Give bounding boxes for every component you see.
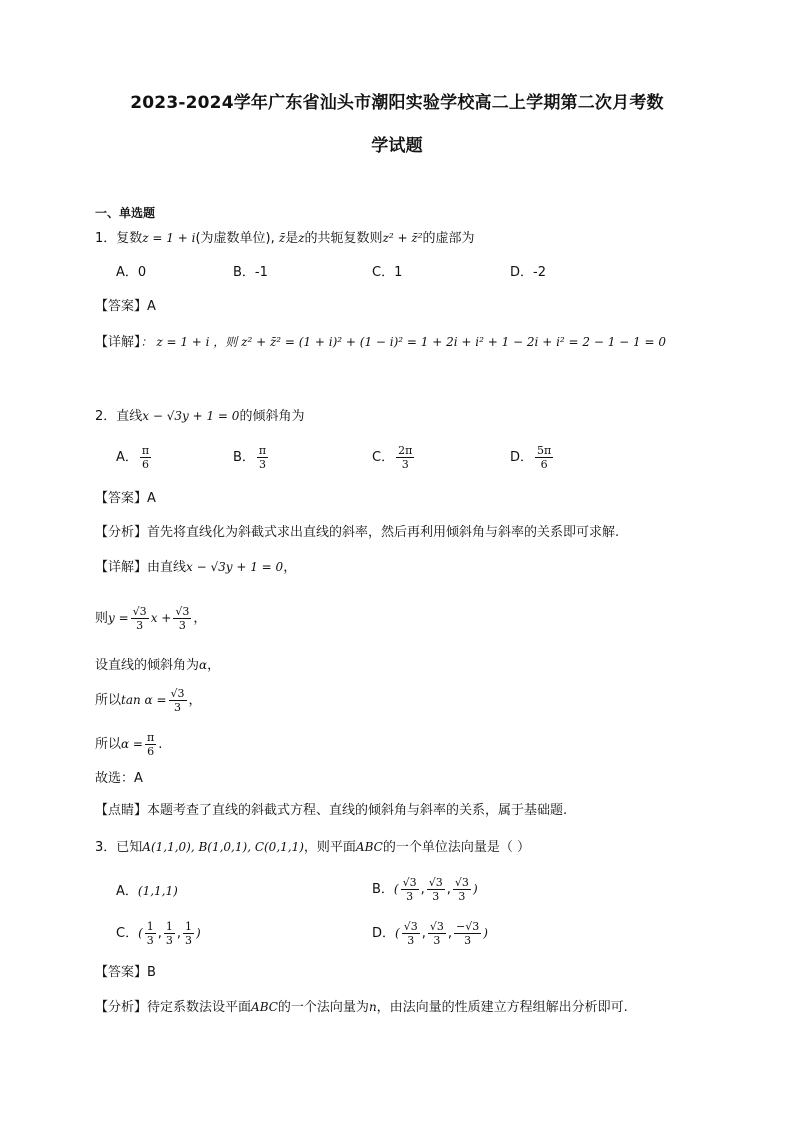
q2-step3-den: 3: [174, 701, 182, 714]
q2-step1-num2: √3: [175, 605, 190, 618]
q2-option-c-label: C．: [372, 450, 395, 465]
q2-option-b-label: B．: [233, 450, 255, 465]
q2-step3-num: √3: [170, 687, 185, 700]
q3-b-frac2: [427, 876, 445, 903]
q2-step4-tail: .: [158, 737, 163, 752]
q2-step1-num1: √3: [132, 605, 147, 618]
q1-option-b: B．-1: [233, 265, 268, 280]
q2-suffix: 的倾斜角为: [239, 409, 305, 424]
q3-option-a: [116, 882, 178, 901]
q2-comment-text: 本题考查了直线的斜截式方程、直线的倾斜角与斜率的关系，属于基础题.: [147, 803, 568, 818]
q3-c-den3: 3: [185, 934, 193, 947]
q1-option-a: A．0: [116, 265, 147, 280]
q2-step1-x: x +: [150, 611, 172, 625]
q3-b-den2: 3: [432, 890, 440, 903]
q2-step3-frac: [169, 687, 187, 714]
q1-prefix: 1．复数: [95, 231, 143, 246]
q2-a-den: 6: [142, 458, 150, 471]
q3-option-b-label: B．: [372, 882, 394, 897]
q2-step4-expr: α =: [121, 737, 143, 751]
q2-option-c-frac: [396, 444, 414, 471]
q1-detail: [95, 333, 666, 352]
q2-option-b: [233, 444, 270, 471]
q2-step3-tail: ，: [188, 693, 202, 708]
q2-step4-num: π: [147, 731, 155, 744]
q2-d-den: 6: [540, 458, 548, 471]
q2-answer: 【答案】A: [95, 491, 156, 506]
q3-d-rparen: ): [483, 926, 488, 940]
q3-c-comma2: ,: [176, 926, 182, 941]
q2-option-a-frac: [140, 444, 151, 471]
q1-expr: z = 1 + i: [142, 231, 196, 245]
q2-option-d: [510, 444, 555, 471]
q2-c-den: 3: [401, 458, 409, 471]
q2-b-num: π: [258, 444, 267, 457]
q3-c-frac3: [183, 920, 194, 947]
q2-analysis-tag: 【分析】: [95, 525, 148, 540]
q2-option-a: [116, 444, 153, 471]
q3-c-comma1: ,: [157, 926, 162, 941]
q2-detail-tag: 【详解】: [95, 560, 148, 575]
q1-answer: 【答案】A: [95, 299, 156, 314]
q2-step4-prefix: 所以: [95, 737, 122, 752]
q3-c-num1: 1: [146, 920, 154, 933]
q3-d-den3: 3: [464, 934, 472, 947]
q3-analysis-text3: ，由法向量的性质建立方程组解出分析即可.: [376, 1000, 628, 1015]
q3-b-comma1: ,: [420, 882, 425, 897]
q1-mid: (为虚数单位),: [195, 231, 275, 246]
q2-step-2: [95, 656, 220, 675]
q2-step4-frac: [145, 731, 156, 758]
q2-expr: x − √3y + 1 = 0: [142, 409, 240, 423]
document-title-line1: 2023-2024学年广东省汕头市潮阳实验学校高二上学期第二次月考数: [130, 93, 664, 113]
q2-a-num: π: [141, 444, 150, 457]
q3-d-num2: √3: [429, 920, 444, 933]
q3-d-num1: √3: [403, 920, 418, 933]
q3-b-frac1: [401, 876, 419, 903]
q3-d-frac3: [454, 920, 481, 947]
q2-detail-tail: ，: [283, 560, 297, 575]
q3-c-den2: 3: [165, 934, 173, 947]
q3-c-frac1: [145, 920, 156, 947]
q2-step3-prefix: 所以: [95, 693, 122, 708]
q3-c-lparen: (: [138, 926, 143, 940]
q3-b-rparen: ): [472, 882, 478, 896]
q3-d-lparen: (: [395, 926, 400, 940]
q2-analysis: [95, 524, 619, 542]
question-3-stem: [95, 838, 530, 857]
q3-analysis-abc: ABC: [251, 1000, 278, 1014]
q1-option-c: C．1: [372, 265, 403, 280]
q3-mid: ，则平面: [303, 840, 356, 855]
q2-step1-frac1: [131, 605, 149, 632]
q3-d-den2: 3: [433, 934, 441, 947]
section-heading: 一、单选题: [95, 206, 156, 220]
q3-analysis-text2: 的一个法向量为: [277, 1000, 369, 1015]
q2-option-a-label: A．: [116, 450, 138, 465]
q2-comment: [95, 802, 567, 820]
q3-suffix: 的一个单位法向量是（ ）: [382, 840, 530, 855]
q2-step1-y: y =: [108, 611, 129, 625]
document-title-line2: 学试题: [371, 136, 423, 156]
q3-b-frac3: [453, 876, 471, 903]
q3-abc: ABC: [355, 840, 383, 854]
question-1-stem: [95, 229, 475, 248]
q2-detail: [95, 558, 296, 577]
q3-d-frac1: [402, 920, 420, 947]
q3-b-lparen: (: [393, 882, 399, 896]
q1-suffix: 的虚部为: [422, 231, 475, 246]
q2-step-3: [95, 686, 202, 715]
q2-option-d-label: D．: [510, 450, 534, 465]
q1-option-d: D．-2: [510, 265, 546, 280]
q2-step2-tail: ，: [207, 658, 221, 673]
q1-mid3: 的共轭复数则: [304, 231, 383, 246]
q2-detail-expr: x − √3y + 1 = 0: [186, 560, 284, 574]
q3-b-den1: 3: [406, 890, 414, 903]
q2-step-4: [95, 730, 162, 759]
q2-step1-den1: 3: [136, 619, 144, 632]
q3-d-den1: 3: [407, 934, 415, 947]
q2-c-num: 2π: [398, 444, 413, 457]
q3-c-rparen: ): [196, 926, 201, 940]
q3-option-a-expr: (1,1,1): [137, 884, 178, 898]
q2-option-d-frac: [535, 444, 553, 471]
q3-expr: A(1,1,0), B(1,0,1), C(0,1,1): [142, 840, 304, 854]
q1-expr2: z² + z̄²: [382, 231, 423, 245]
q3-c-num3: 1: [185, 920, 193, 933]
q2-step3-expr: tan α =: [121, 693, 167, 707]
q3-b-comma2: ,: [446, 882, 451, 897]
q2-option-b-frac: [257, 444, 268, 471]
q3-b-den3: 3: [458, 890, 466, 903]
q2-choose: 故选：A: [95, 771, 143, 786]
q3-d-comma1: ,: [421, 926, 426, 941]
q3-answer: 【答案】B: [95, 965, 156, 980]
q3-analysis-text: 待定系数法设平面: [147, 1000, 252, 1015]
q2-step1-den2: 3: [178, 619, 186, 632]
q2-step1-frac2: [173, 605, 191, 632]
question-2-stem: [95, 407, 304, 426]
q3-analysis: [95, 998, 628, 1017]
q2-comment-tag: 【点睛】: [95, 803, 148, 818]
q3-b-num2: √3: [428, 876, 443, 889]
q3-d-num3: −√3: [456, 920, 480, 933]
q3-prefix: 3．已知: [95, 840, 143, 855]
q2-step2-text: 设直线的倾斜角为: [95, 658, 200, 673]
q2-step-1: [95, 604, 206, 633]
q2-step1-prefix: 则: [95, 611, 109, 626]
q2-detail-text: 由直线: [147, 560, 187, 575]
q3-option-a-label: A．: [116, 884, 138, 899]
q2-step2-alpha: α: [199, 658, 208, 672]
q1-detail-text: ： z = 1 + i ，则 z² + z̄² = (1 + i)² + (1 − i)² = 1 + 2i + i² + 1 − 2i + i² = 2 − 1 − 1 = 0: [140, 335, 666, 349]
q1-mid2: 是: [285, 231, 299, 246]
q3-analysis-n: n: [368, 1000, 377, 1014]
q3-b-num3: √3: [454, 876, 469, 889]
q3-option-d-label: D．: [372, 926, 396, 941]
q2-b-den: 3: [259, 458, 267, 471]
q2-prefix: 2．直线: [95, 409, 143, 424]
q3-analysis-tag: 【分析】: [95, 1000, 148, 1015]
q2-option-c: [372, 444, 416, 471]
q3-option-d: [372, 918, 488, 949]
q3-d-comma2: ,: [447, 926, 453, 941]
q1-detail-tag: 【详解】: [95, 335, 141, 350]
q3-d-frac2: [428, 920, 446, 947]
q1-z: z: [298, 231, 305, 245]
q3-option-c: [116, 918, 201, 949]
q3-option-c-label: C．: [116, 926, 139, 941]
q2-d-num: 5π: [537, 444, 552, 457]
q2-analysis-text: 首先将直线化为斜截式求出直线的斜率，然后再利用倾斜角与斜率的关系即可求解.: [147, 525, 620, 540]
q3-b-num1: √3: [402, 876, 417, 889]
q3-c-frac2: [164, 920, 175, 947]
q3-c-num2: 1: [165, 920, 173, 933]
q2-step1-tail: ，: [193, 611, 207, 626]
q2-step4-den: 6: [147, 745, 155, 758]
q1-zbar: z̄: [278, 231, 286, 245]
q3-option-b: [372, 874, 478, 905]
q3-c-den1: 3: [146, 934, 154, 947]
